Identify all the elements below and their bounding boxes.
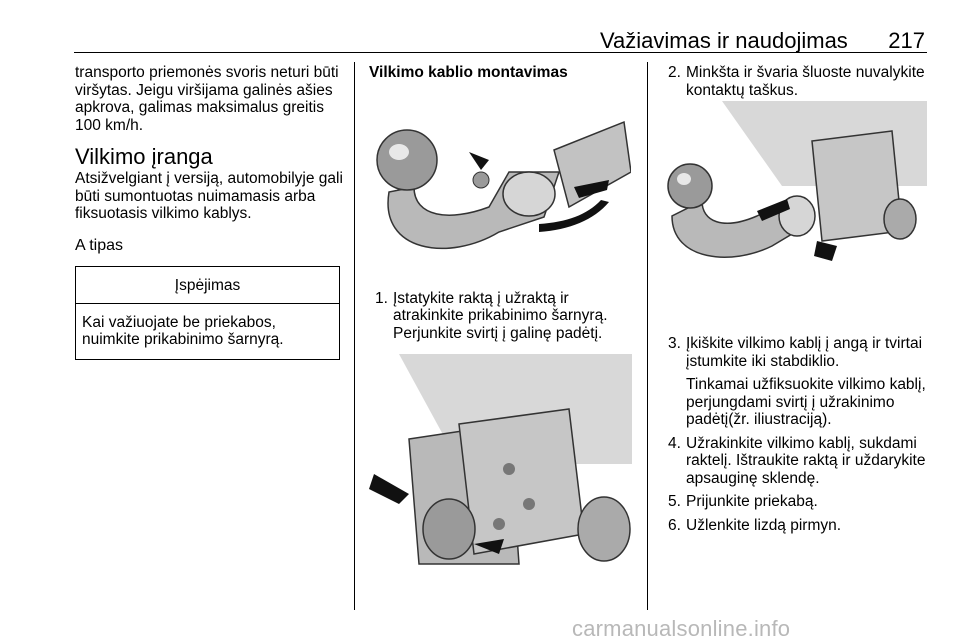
column-divider-1 (354, 62, 355, 610)
towbar-socket-image (369, 354, 632, 574)
column-divider-2 (647, 62, 648, 610)
towbar-illustration-2 (662, 101, 930, 271)
towbar-ball-image (369, 112, 631, 252)
warning-box (75, 266, 340, 360)
steps-list-3 (662, 335, 930, 534)
warning-title: Įspėjimas (76, 267, 339, 304)
type-subheading: A tipas (75, 236, 124, 254)
steps-list-1 (369, 290, 634, 343)
step-3-text: Įkiškite vilkimo kablį į angą ir tvirtai įstumkite iki stabdiklio. (686, 335, 923, 370)
step-5-number: 5. (668, 493, 681, 510)
page-header-title: Važiavimas ir naudojimas (600, 28, 848, 53)
step-6 (662, 517, 930, 535)
mounting-heading: Vilkimo kablio montavimas (369, 64, 568, 81)
step-2-text: Minkšta ir švaria šluoste nuvalykite kontaktų taškus. (686, 64, 925, 99)
column-1 (75, 64, 343, 360)
step-4 (662, 435, 930, 488)
step-6-number: 6. (668, 516, 681, 534)
page-number: 217 (888, 28, 925, 53)
step-6-text: Užlenkite lizdą pirmyn. (686, 516, 842, 534)
step-3-number: 3. (668, 335, 681, 352)
step-2 (662, 64, 930, 99)
step-1-text: Įstatykite raktą į užraktą ir atrakinkite prikabinimo šarnyrą. Perjunkite svirtį į galinę padėtį. (393, 289, 608, 342)
step-3-subtext: Tinkamai užfiksuokite vilkimo kablį, perjungdami svirtį į užrakinimo padėtį(žr. iliustraciją). (686, 376, 926, 428)
step-1 (369, 290, 634, 343)
section-paragraph: Atsižvelgiant į versiją, automobilyje gali būti sumontuotas nuimamasis arba fiksuotasis vilkimo kablys. (75, 170, 343, 222)
section-heading: Vilkimo įranga (75, 144, 213, 169)
towbar-illustration-3 (369, 354, 634, 574)
watermark-text: carmanualsonline.info (572, 616, 791, 641)
step-1-number: 1. (375, 289, 388, 307)
warning-body: Kai važiuojate be priekabos, nuimkite prikabinimo šarnyrą. (82, 313, 284, 348)
step-3 (662, 335, 930, 429)
intro-paragraph: transporto priemonės svoris neturi būti viršytas. Jeigu viršijama galinės ašies apkrova, galimas maksimalus greitis 100 km/h. (75, 64, 339, 134)
step-4-text: Užrakinkite vilkimo kablį, sukdami raktelį. Ištraukite raktą ir uždarykite apsauginę sklendę. (686, 434, 926, 487)
step-2-number: 2. (668, 64, 681, 81)
step-5-text: Prijunkite priekabą. (686, 493, 818, 510)
step-4-number: 4. (668, 434, 681, 452)
towbar-insert-image (662, 101, 927, 271)
step-5 (662, 493, 930, 511)
steps-list-2 (662, 64, 930, 99)
towbar-illustration-1 (369, 112, 634, 252)
header-rule (74, 52, 927, 53)
column-3 (662, 64, 930, 534)
column-2 (369, 64, 634, 574)
